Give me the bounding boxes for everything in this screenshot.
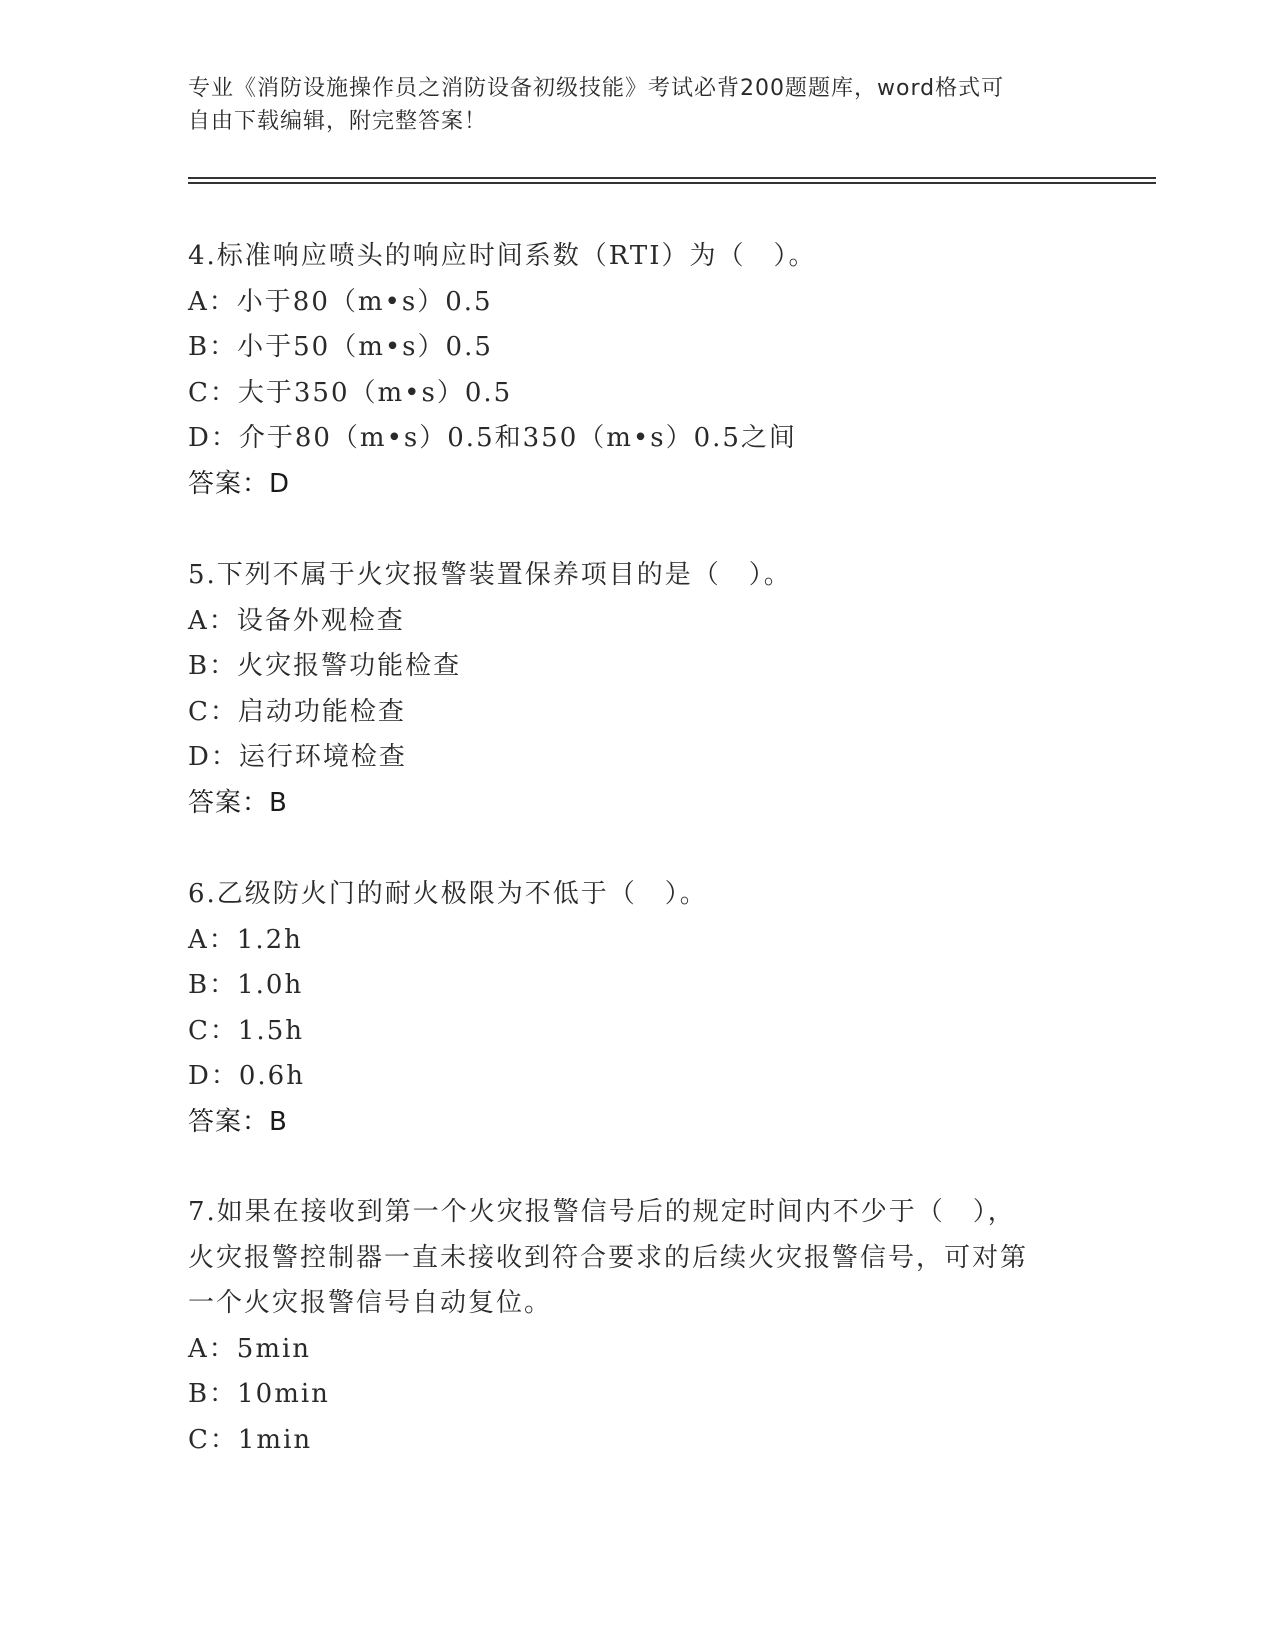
answer-label: 答案：D [188,468,291,499]
question-4 [188,234,1088,507]
question-stem [188,553,1088,599]
option-a: A：1.2h [188,924,303,955]
option-d: D：介于80（m•s）0.5和350（m•s）0.5之间 [188,423,797,453]
question-text: 6.乙级防火门的耐火极限为不低于（ ）。 [188,879,708,909]
question-stem [188,1190,1088,1327]
question-text: 4.标准响应喷头的响应时间系数（RTI）为（ ）。 [188,241,817,271]
header-line-2: 自由下载编辑，附完整答案！ [188,109,488,134]
option-a: A：设备外观检查 [188,605,405,636]
question-5 [188,553,1088,826]
question-stem [188,234,1088,280]
option-b: B：小于50（m•s）0.5 [188,332,493,362]
answer-label: 答案：B [188,1106,288,1137]
option-b: B：10min [188,1379,330,1409]
option-c: C：1min [188,1424,313,1455]
option-c: C：1.5h [188,1015,304,1046]
option-c: C：启动功能检查 [188,696,406,727]
question-text-line-1: 7.如果在接收到第一个火灾报警信号后的规定时间内不少于（ ）， [188,1197,1016,1227]
option-a: A：小于80（m•s）0.5 [188,286,493,317]
question-text-line-3: 一个火灾报警信号自动复位。 [188,1288,553,1318]
header-divider-top [188,177,1156,179]
option-b: B：1.0h [188,970,304,1000]
answer-label: 答案：B [188,787,288,818]
option-d: D：0.6h [188,1061,305,1091]
question-stem [188,872,1088,918]
question-text-line-2: 火灾报警控制器一直未接收到符合要求的后续火灾报警信号，可对第 [188,1242,1029,1273]
question-7 [188,1190,1088,1463]
document-header [188,72,1088,138]
question-6 [188,872,1088,1145]
header-divider-bottom [188,182,1156,184]
option-c: C：大于350（m•s）0.5 [188,377,513,408]
option-a: A：5min [188,1333,312,1364]
option-b: B：火灾报警功能检查 [188,651,462,681]
question-text: 5.下列不属于火灾报警装置保养项目的是（ ）。 [188,560,792,590]
header-line-1: 专业《消防设施操作员之消防设备初级技能》考试必背200题题库，word格式可 [188,76,1005,101]
option-d: D：运行环境检查 [188,742,407,772]
